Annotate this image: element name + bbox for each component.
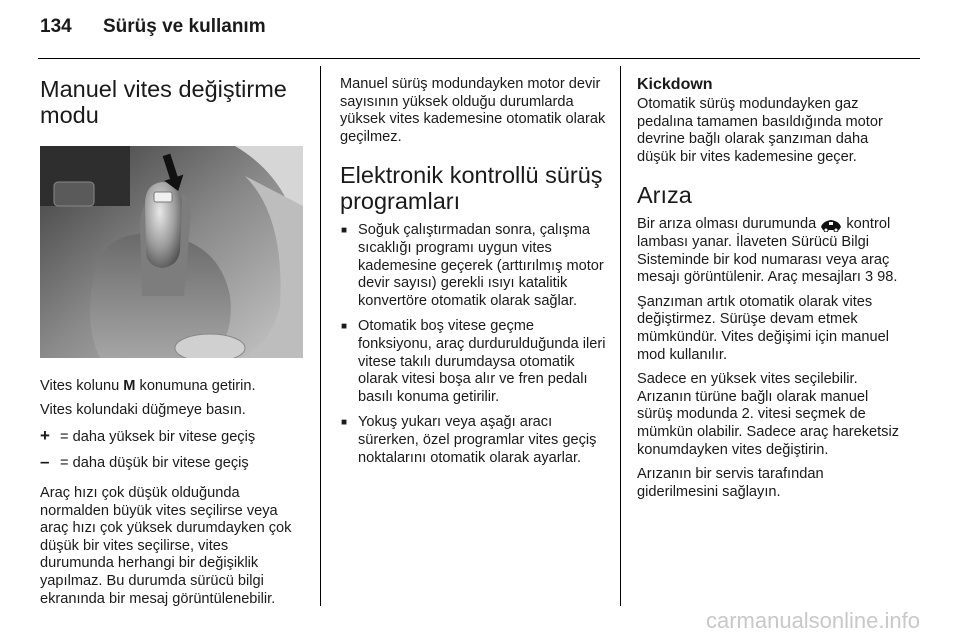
page-header — [40, 16, 266, 38]
fault-title: Arıza — [637, 182, 692, 209]
plus-icon: + — [40, 425, 50, 445]
column-divider-1 — [320, 66, 321, 606]
watermark: carmanualsonline.info — [705, 608, 920, 633]
transmission-warning-icon — [820, 218, 842, 232]
column-1 — [40, 76, 306, 615]
programs-title: Elektronik kontrollü sürüş programları — [340, 162, 603, 215]
manual-mode-title: Manuel vites değiştirme modu — [40, 76, 287, 128]
speed-note: Araç hızı çok düşük olduğunda normalden büyük vites seçilirse veya araç hızı çok yüksek durumdayken çok düşük bir vites seçilirse, vites durumunda herhangi bir değişiklik yapılmaz. Bu durumda sürücü bilgi ekranında bir mesaj görüntülenebilir. — [40, 484, 292, 607]
minus-icon: – — [40, 452, 50, 472]
fault-text-1: Bir arıza olması durumunda kontrol lambası yanar. İlaveten Sürücü Bilgi Sisteminde bir kod numarası veya araç mesajı görüntülenir. Araç mesajları 3 98. — [637, 216, 898, 286]
kickdown-title: Kickdown — [637, 76, 713, 93]
programs-list — [340, 222, 608, 467]
instruction-2: Vites kolundaki düğmeye basın. — [40, 402, 246, 419]
manual-mode-note: Manuel sürüş modundayken motor devir sayısının yüksek olduğu durumlarda yüksek vites kademesine otomatik olarak geçilmez. — [340, 76, 606, 145]
list-item: ■ Yokuş yukarı veya aşağı aracı sürerken, özel programlar vites geçiş noktalarını otomatik olarak ayarlar. — [340, 414, 608, 467]
list-item: ■ Otomatik boş vitese geçme fonksiyonu, araç durdurulduğunda ileri vitese takılı durumdaysa otomatik olarak vitesi boşa alır ve fren pedalı basılı konuma getirilir. — [340, 318, 608, 406]
section-title: Sürüş ve kullanım — [102, 16, 266, 37]
column-divider-2 — [620, 66, 621, 606]
column-2 — [340, 76, 608, 475]
list-item: ■ Soğuk çalıştırmadan sonra, çalışma sıcaklığı programı uygun vites kademesine geçerek (arttırılmış motor devir sayısı) gerekli ısıyı katalitik konvertöre otomatik olarak sağlar. — [340, 222, 608, 310]
upshift-line: + = daha yüksek bir vitese geçiş — [40, 425, 256, 445]
fault-text-4: Arızanın bir servis tarafından giderilmesini sağlayın. — [637, 466, 824, 500]
kickdown-text: Otomatik sürüş modundayken gaz pedalına tamamen basıldığında motor devrine bağlı olarak şanzıman daha düşük bir vites kademesine geçer. — [637, 96, 883, 165]
header-rule — [38, 58, 920, 59]
page-reference-icon: 3 — [864, 269, 874, 286]
gear-lever-photo — [40, 146, 303, 358]
fault-text-2: Şanzıman artık otomatik olarak vites değiştirmez. Sürüşe devam etmek mümkündür. Vites değişimi için manuel mod kullanılır. — [637, 293, 889, 363]
fault-text-3: Sadece en yüksek vites seçilebilir. Arızanın türüne bağlı olarak manuel sürüş modunda 2. vitesi seçmek de mümkün olabilir. Sadece araç hareketsiz konumdayken vites değiştirin. — [637, 371, 900, 458]
instruction-1: Vites kolunu M konumuna getirin. — [40, 377, 256, 394]
column-3 — [637, 76, 903, 508]
page-number: 134 — [40, 16, 72, 37]
downshift-line: – = daha düşük bir vitese geçiş — [40, 452, 249, 472]
